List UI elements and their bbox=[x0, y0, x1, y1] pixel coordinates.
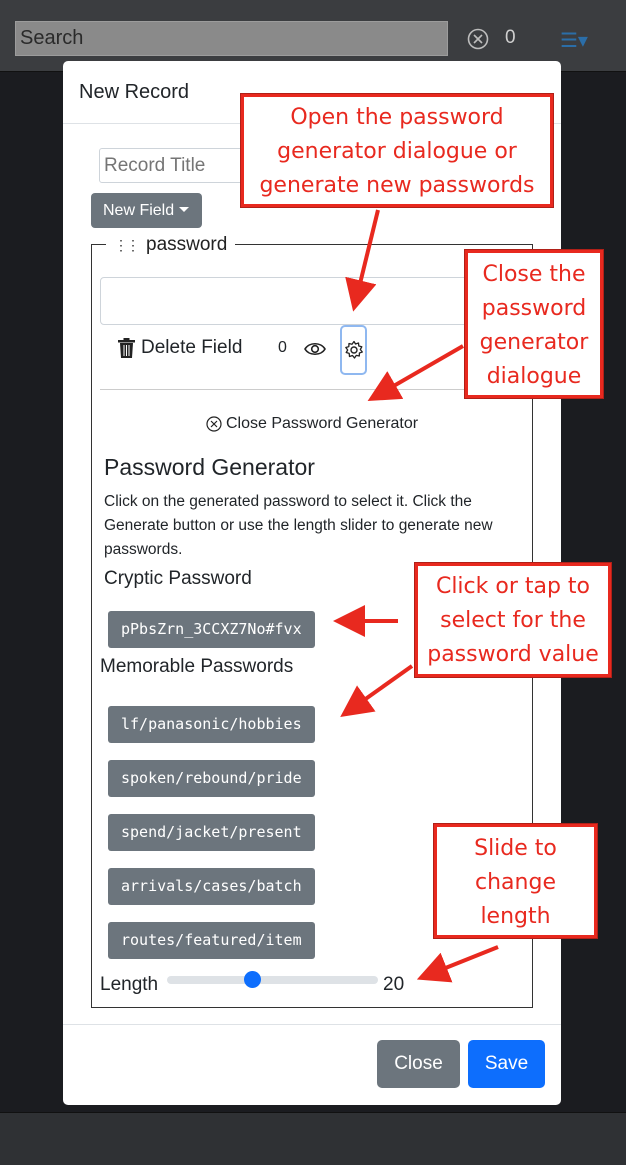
delete-field-button[interactable] bbox=[118, 337, 242, 359]
menu-dropdown-icon[interactable]: ☰▾ bbox=[560, 30, 588, 52]
bottom-bar bbox=[0, 1112, 626, 1165]
annotation-open-generator: Open the password generator dialogue or generate new passwords bbox=[241, 94, 553, 207]
new-field-button[interactable]: New Field bbox=[91, 193, 202, 228]
close-circle-icon bbox=[206, 416, 222, 432]
gear-icon bbox=[344, 340, 364, 360]
field-legend bbox=[106, 234, 235, 256]
divider bbox=[100, 389, 526, 390]
annotation-slide-length: Slide to change length bbox=[434, 824, 597, 938]
annotation-close-generator: Close the password generator dialogue bbox=[465, 250, 603, 398]
generator-title: Password Generator bbox=[104, 454, 315, 480]
password-generator-button[interactable] bbox=[340, 325, 367, 375]
length-slider-thumb[interactable] bbox=[244, 971, 261, 988]
cryptic-password-button[interactable]: pPbsZrn_3CCXZ7No#fvx bbox=[108, 611, 315, 648]
generator-description: Click on the generated password to select it. Click the Generate button or use the length slider to generate new passwords. bbox=[104, 493, 493, 558]
clear-search-icon[interactable] bbox=[467, 28, 489, 50]
memorable-password-button[interactable]: spoken/rebound/pride bbox=[108, 760, 315, 797]
result-count: 0 bbox=[505, 27, 516, 48]
memorable-password-button[interactable]: arrivals/cases/batch bbox=[108, 868, 315, 905]
field-name: password bbox=[146, 234, 228, 255]
password-value-input[interactable] bbox=[100, 277, 480, 325]
save-button[interactable]: Save bbox=[468, 1040, 545, 1088]
character-count: 0 bbox=[278, 339, 287, 356]
memorable-password-button[interactable]: lf/panasonic/hobbies bbox=[108, 706, 315, 743]
close-button[interactable]: Close bbox=[377, 1040, 460, 1088]
modal-title: New Record bbox=[63, 61, 561, 124]
trash-icon bbox=[118, 338, 135, 358]
memorable-passwords-heading: Memorable Passwords bbox=[100, 656, 294, 677]
cryptic-password-heading: Cryptic Password bbox=[104, 568, 252, 589]
length-slider[interactable] bbox=[167, 976, 378, 984]
modal-footer bbox=[63, 1024, 561, 1025]
delete-field-label: Delete Field bbox=[141, 337, 243, 358]
annotation-select-password: Click or tap to select for the password value bbox=[415, 563, 611, 677]
eye-icon[interactable] bbox=[304, 341, 326, 357]
close-password-generator-button[interactable] bbox=[206, 415, 418, 433]
close-generator-label: Close Password Generator bbox=[226, 415, 419, 432]
drag-handle-icon[interactable]: ⋮⋮ bbox=[114, 236, 138, 253]
length-label: Length bbox=[100, 974, 159, 995]
search-input[interactable] bbox=[15, 21, 448, 56]
memorable-password-button[interactable]: spend/jacket/present bbox=[108, 814, 315, 851]
length-value: 20 bbox=[383, 974, 405, 995]
record-title-input[interactable] bbox=[99, 148, 259, 183]
memorable-password-button[interactable]: routes/featured/item bbox=[108, 922, 315, 959]
